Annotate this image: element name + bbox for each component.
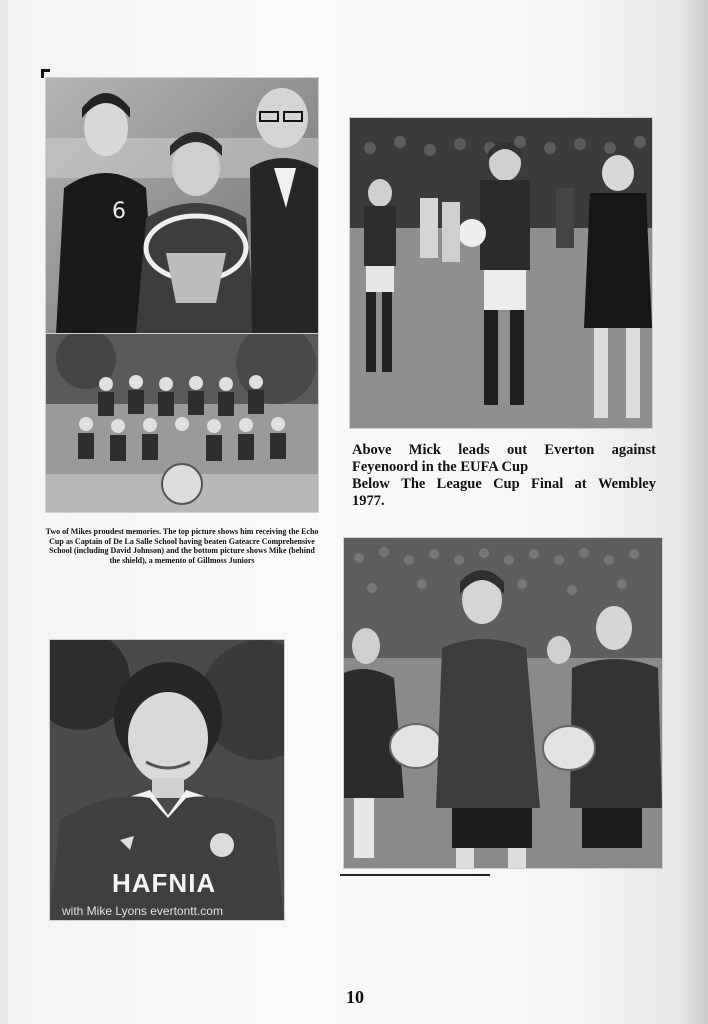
crop-mark: [41, 69, 50, 78]
caption-word: leads: [458, 442, 490, 458]
caption-word: out: [506, 442, 528, 458]
shirt-sponsor-text: HAFNIA: [112, 868, 217, 898]
caption-word: Wembley: [597, 476, 656, 492]
photo-echo-cup: [46, 78, 318, 334]
photo-league-cup-final: [344, 538, 662, 868]
photo-gillmoss-juniors: [46, 334, 318, 512]
watermark-text: with Mike Lyons evertontt.com: [62, 904, 223, 918]
caption-word: Below: [352, 476, 390, 492]
caption-word: Above: [352, 442, 392, 458]
photo-everton-feyenoord: [350, 118, 652, 428]
caption-word: Final: [531, 476, 564, 492]
caption-line-2: Feyenoord in the EUFA Cup: [352, 459, 529, 475]
divider-line: [340, 874, 490, 876]
caption-word: Mick: [408, 442, 441, 458]
right-photos-caption: [352, 442, 656, 510]
page-edge-shadow: [680, 0, 708, 1024]
caption-word: Everton: [544, 442, 595, 458]
left-photos-caption: Two of Mikes proudest memories. The top picture shows him receiving the Echo Cup as Captain of De La Salle School having beaten Gateacre Comprehensive School (including David Johnson) and the bottom picture shows Mike (behind the shield), a memento of Gillmoss Juniors: [45, 527, 319, 565]
caption-word: The: [401, 476, 426, 492]
caption-word: against: [611, 442, 656, 458]
caption-line-1: [352, 442, 656, 459]
caption-word: Cup: [493, 476, 520, 492]
caption-line-3: [352, 476, 656, 493]
svg-text:6: 6: [112, 199, 126, 224]
caption-word: at: [574, 476, 587, 492]
caption-line-4: 1977.: [352, 493, 385, 509]
photo-portrait-hafnia: [50, 640, 284, 920]
page-number: 10: [346, 987, 364, 1007]
caption-word: League: [436, 476, 482, 492]
